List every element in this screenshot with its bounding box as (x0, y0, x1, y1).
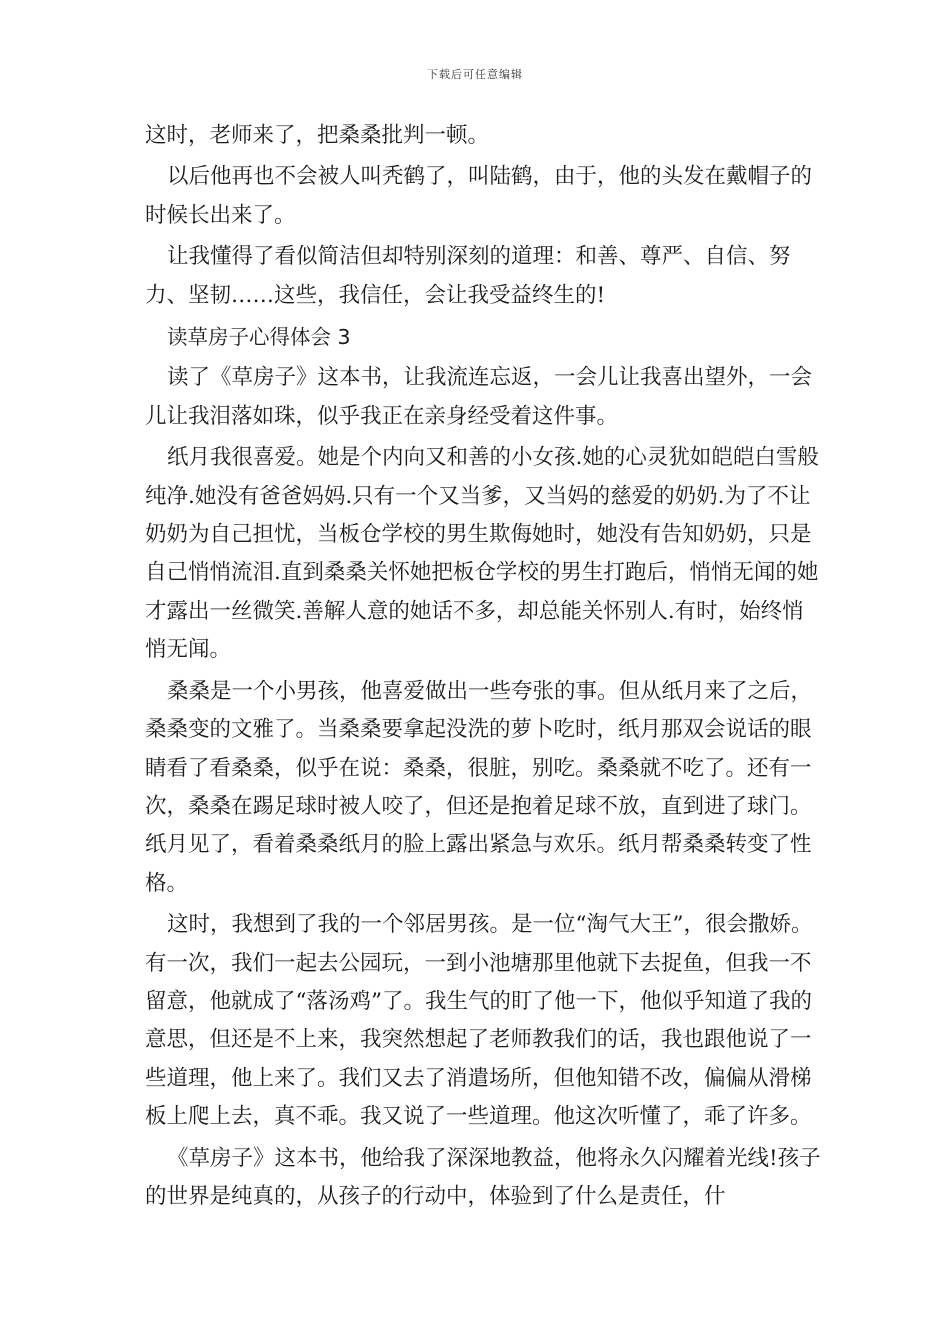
paragraph: 《草房子》这本书，他给我了深深地教益，他将永久闪耀着光线!孩子的世界是纯真的，从孩子的行动中，体验到了什么是责任，什 (145, 1145, 821, 1209)
paragraph: 以后他再也不会被人叫秃鹤了，叫陆鹤，由于，他的头发在戴帽子的时候长出来了。 (145, 164, 813, 228)
document-body (145, 117, 825, 1219)
paragraph: 桑桑是一个小男孩，他喜爱做出一些夸张的事。但从纸月来了之后，桑桑变的文雅了。当桑桑要拿起没洗的萝卜吃时，纸月那双会说话的眼睛看了看桑桑，似乎在说：桑桑，很脏，别吃。桑桑就不吃了。还有一次，桑桑在踢足球时被人咬了，但还是抱着足球不放，直到进了球门。纸月见了，看着桑桑纸月的脸上露出紧急与欢乐。纸月帮桑桑转变了性格。 (145, 678, 813, 896)
paragraph: 这时，老师来了，把桑桑批判一顿。 (145, 123, 490, 148)
paragraph: 让我懂得了看似简洁但却特别深刻的道理：和善、尊严、自信、努力、坚韧……这些，我信任，会让我受益终生的! (145, 244, 791, 308)
section-heading: 读草房子心得体会 3 (167, 325, 351, 350)
paragraph: 读了《草房子》这本书，让我流连忘返，一会儿让我喜出望外，一会儿让我泪落如珠，似乎我正在亲身经受着这件事。 (145, 365, 813, 429)
paragraph: 这时，我想到了我的一个邻居男孩。是一位“淘气大王”，很会撒娇。有一次，我们一起去公园玩，一到小池塘那里他就下去捉鱼，但我一不留意，他就成了“落汤鸡”了。我生气的盯了他一下，他似乎知道了我的意思，但还是不上来，我突然想起了老师教我们的话，我也跟他说了一些道理，他上来了。我们又去了消遣场所，但他知错不改，偏偏从滑梯板上爬上去，真不乖。我又说了一些道理。他这次听懂了，乖了许多。 (145, 912, 813, 1130)
page-header: 下载后可任意编辑 (427, 68, 523, 81)
paragraph: 纸月我很喜爱。她是个内向又和善的小女孩.她的心灵犹如皑皑白雪般纯净.她没有爸爸妈妈.只有一个又当爹，又当妈的慈爱的奶奶.为了不让奶奶为自己担忧，当板仓学校的男生欺侮她时，她没有告知奶奶，只是自己悄悄流泪.直到桑桑关怀她把板仓学校的男生打跑后，悄悄无闻的她才露出一丝微笑.善解人意的她话不多，却总能关怀别人.有时，始终悄悄无闻。 (145, 445, 819, 663)
